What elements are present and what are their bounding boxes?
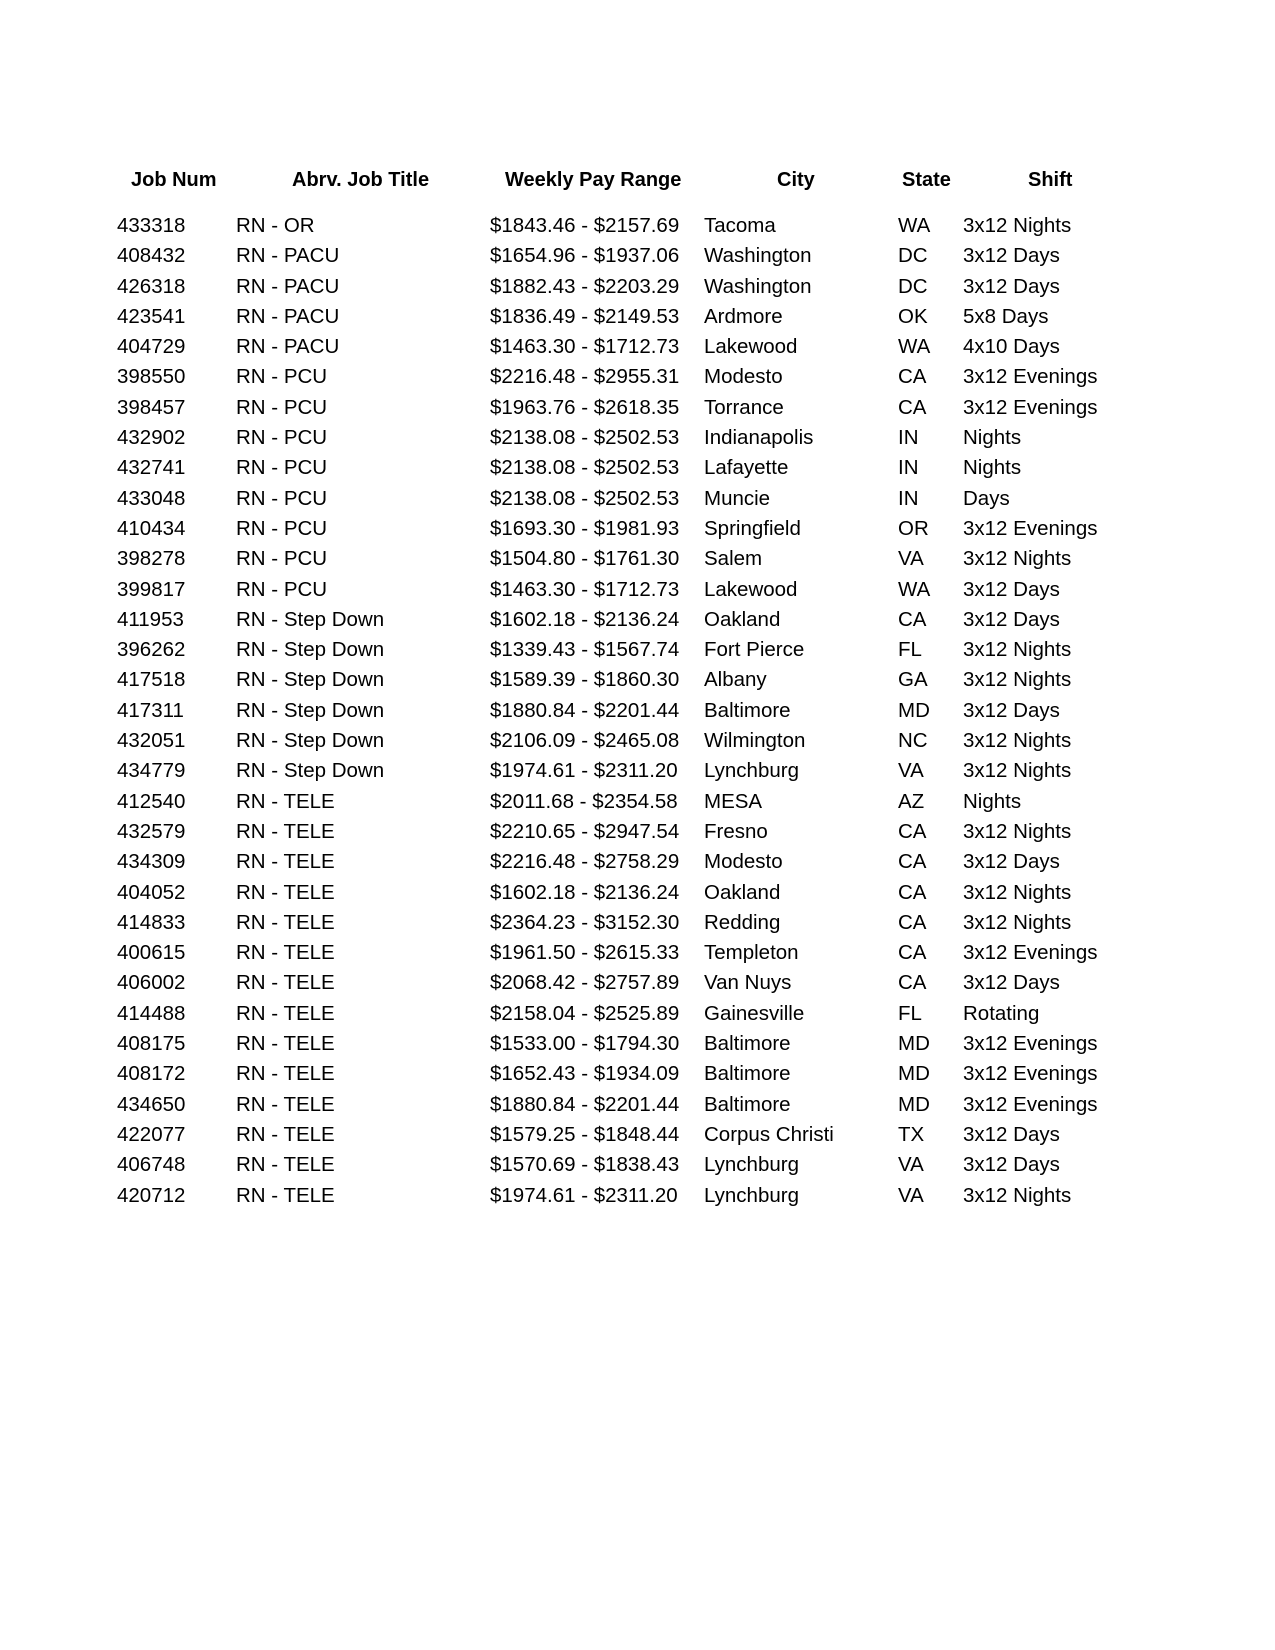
state-cell: DC: [898, 274, 928, 298]
pay-range-cell: $2106.09 - $2465.08: [490, 729, 680, 753]
state-cell: OK: [898, 304, 928, 328]
table-row: [0, 787, 1275, 817]
city-cell: Wilmington: [704, 729, 806, 753]
job-num-cell: 404052: [117, 880, 186, 904]
job-title-cell: RN - TELE: [236, 1092, 335, 1116]
city-cell: Lynchburg: [704, 759, 799, 783]
shift-cell: 3x12 Evenings: [963, 516, 1098, 540]
job-title-cell: RN - TELE: [236, 910, 335, 934]
job-num-cell: 408172: [117, 1062, 186, 1086]
city-cell: Lynchburg: [704, 1153, 799, 1177]
state-cell: OR: [898, 516, 929, 540]
shift-cell: 3x12 Days: [963, 971, 1060, 995]
shift-cell: Nights: [963, 789, 1022, 813]
city-cell: Baltimore: [704, 1092, 791, 1116]
job-num-cell: 434779: [117, 759, 186, 783]
job-title-cell: RN - PACU: [236, 244, 340, 268]
shift-cell: 3x12 Days: [963, 274, 1060, 298]
job-title-cell: RN - TELE: [236, 1153, 335, 1177]
job-num-cell: 399817: [117, 577, 186, 601]
table-row: [0, 938, 1275, 968]
shift-cell: 3x12 Days: [963, 577, 1060, 601]
state-cell: GA: [898, 668, 928, 692]
job-num-cell: 410434: [117, 516, 186, 540]
job-num-cell: 432051: [117, 729, 186, 753]
pay-range-cell: $1836.49 - $2149.53: [490, 304, 680, 328]
table-row: [0, 908, 1275, 938]
table-row: [0, 665, 1275, 695]
table-row: [0, 272, 1275, 302]
job-title-cell: RN - Step Down: [236, 638, 385, 662]
pay-range-cell: $1652.43 - $1934.09: [490, 1062, 680, 1086]
pay-range-cell: $1570.69 - $1838.43: [490, 1153, 680, 1177]
table-row: [0, 393, 1275, 423]
table-row: [0, 605, 1275, 635]
job-num-cell: 411953: [117, 607, 184, 631]
city-cell: Baltimore: [704, 1032, 791, 1056]
job-num-cell: 417311: [117, 698, 184, 722]
job-num-cell: 414488: [117, 1001, 186, 1025]
state-cell: WA: [898, 335, 931, 359]
job-num-cell: 432579: [117, 819, 186, 843]
header-city: City: [777, 169, 815, 191]
city-cell: Lakewood: [704, 577, 798, 601]
pay-range-cell: $2138.08 - $2502.53: [490, 456, 680, 480]
pay-range-cell: $1533.00 - $1794.30: [490, 1032, 680, 1056]
shift-cell: 3x12 Nights: [963, 819, 1072, 843]
shift-cell: 3x12 Evenings: [963, 365, 1098, 389]
pay-range-cell: $1602.18 - $2136.24: [490, 607, 680, 631]
table-row: [0, 332, 1275, 362]
header-state: State: [902, 169, 951, 191]
job-num-cell: 420712: [117, 1183, 186, 1207]
job-title-cell: RN - PCU: [236, 365, 328, 389]
pay-range-cell: $2216.48 - $2758.29: [490, 850, 680, 874]
job-num-cell: 406002: [117, 971, 186, 995]
job-num-cell: 406748: [117, 1153, 186, 1177]
job-num-cell: 434309: [117, 850, 186, 874]
state-cell: CA: [898, 941, 927, 965]
table-header: [0, 166, 1275, 194]
city-cell: Oakland: [704, 607, 781, 631]
table-row: [0, 302, 1275, 332]
city-cell: Corpus Christi: [704, 1122, 834, 1146]
job-title-cell: RN - PACU: [236, 335, 340, 359]
job-title-cell: RN - TELE: [236, 1062, 335, 1086]
city-cell: Albany: [704, 668, 767, 692]
state-cell: VA: [898, 759, 924, 783]
job-num-cell: 408175: [117, 1032, 186, 1056]
pay-range-cell: $2216.48 - $2955.31: [490, 365, 680, 389]
table-row: [0, 635, 1275, 665]
shift-cell: 3x12 Nights: [963, 638, 1072, 662]
state-cell: WA: [898, 214, 931, 237]
job-num-cell: 432902: [117, 426, 186, 450]
city-cell: Gainesville: [704, 1001, 805, 1025]
state-cell: IN: [898, 426, 919, 450]
shift-cell: 3x12 Nights: [963, 729, 1072, 753]
job-title-cell: RN - OR: [236, 214, 315, 237]
job-title-cell: RN - TELE: [236, 819, 335, 843]
table-row: [0, 1120, 1275, 1150]
state-cell: CA: [898, 850, 927, 874]
job-title-cell: RN - TELE: [236, 850, 335, 874]
job-num-cell: 422077: [117, 1122, 186, 1146]
city-cell: Modesto: [704, 365, 783, 389]
city-cell: Van Nuys: [704, 971, 792, 995]
job-title-cell: RN - Step Down: [236, 607, 385, 631]
job-title-cell: RN - Step Down: [236, 668, 385, 692]
shift-cell: 3x12 Nights: [963, 880, 1072, 904]
job-title-cell: RN - PCU: [236, 547, 328, 571]
job-num-cell: 398457: [117, 395, 186, 419]
job-title-cell: RN - PCU: [236, 395, 328, 419]
table-row: [0, 514, 1275, 544]
shift-cell: Rotating: [963, 1001, 1040, 1025]
city-cell: Baltimore: [704, 1062, 791, 1086]
city-cell: Indianapolis: [704, 426, 814, 450]
job-title-cell: RN - PCU: [236, 516, 328, 540]
pay-range-cell: $1882.43 - $2203.29: [490, 274, 680, 298]
pay-range-cell: $1504.80 - $1761.30: [490, 547, 680, 571]
pay-range-cell: $1843.46 - $2157.69: [490, 214, 680, 237]
table-row: [0, 1059, 1275, 1089]
pay-range-cell: $2011.68 - $2354.58: [490, 789, 678, 813]
city-cell: Muncie: [704, 486, 771, 510]
state-cell: CA: [898, 395, 927, 419]
shift-cell: Nights: [963, 426, 1022, 450]
job-num-cell: 396262: [117, 638, 186, 662]
city-cell: Salem: [704, 547, 763, 571]
job-title-cell: RN - Step Down: [236, 729, 385, 753]
job-title-cell: RN - PACU: [236, 304, 340, 328]
job-title-cell: RN - TELE: [236, 1183, 335, 1207]
job-title-cell: RN - PCU: [236, 456, 328, 480]
table-row: [0, 696, 1275, 726]
header-shift: Shift: [1028, 169, 1073, 191]
city-cell: Lynchburg: [704, 1183, 799, 1207]
shift-cell: 3x12 Nights: [963, 668, 1072, 692]
job-title-cell: RN - PCU: [236, 426, 328, 450]
job-title-cell: RN - TELE: [236, 941, 335, 965]
shift-cell: 5x8 Days: [963, 304, 1049, 328]
state-cell: CA: [898, 910, 927, 934]
job-title-cell: RN - TELE: [236, 1122, 335, 1146]
pay-range-cell: $1880.84 - $2201.44: [490, 698, 680, 722]
job-title-cell: RN - PCU: [236, 577, 328, 601]
table-body: [0, 211, 1275, 1211]
state-cell: WA: [898, 577, 931, 601]
table-row: [0, 999, 1275, 1029]
pay-range-cell: $1589.39 - $1860.30: [490, 668, 680, 692]
pay-range-cell: $1339.43 - $1567.74: [490, 638, 680, 662]
pay-range-cell: $1974.61 - $2311.20: [490, 759, 678, 783]
state-cell: CA: [898, 607, 927, 631]
state-cell: AZ: [898, 789, 925, 813]
shift-cell: 3x12 Days: [963, 1122, 1060, 1146]
table-row: [0, 575, 1275, 605]
state-cell: DC: [898, 244, 928, 268]
state-cell: MD: [898, 1092, 930, 1116]
job-num-cell: 414833: [117, 910, 186, 934]
table-row: [0, 423, 1275, 453]
pay-range-cell: $1880.84 - $2201.44: [490, 1092, 680, 1116]
city-cell: MESA: [704, 789, 763, 813]
shift-cell: 3x12 Nights: [963, 547, 1072, 571]
shift-cell: 3x12 Days: [963, 607, 1060, 631]
city-cell: Fort Pierce: [704, 638, 805, 662]
city-cell: Washington: [704, 244, 812, 268]
table-row: [0, 1150, 1275, 1180]
state-cell: IN: [898, 456, 919, 480]
pay-range-cell: $1974.61 - $2311.20: [490, 1183, 678, 1207]
state-cell: MD: [898, 1062, 930, 1086]
job-title-cell: RN - Step Down: [236, 759, 385, 783]
shift-cell: Days: [963, 486, 1010, 510]
shift-cell: 3x12 Nights: [963, 910, 1072, 934]
shift-cell: 3x12 Evenings: [963, 941, 1098, 965]
state-cell: CA: [898, 365, 927, 389]
shift-cell: 3x12 Nights: [963, 1183, 1072, 1207]
job-num-cell: 432741: [117, 456, 186, 480]
city-cell: Lafayette: [704, 456, 789, 480]
table-row: [0, 453, 1275, 483]
pay-range-cell: $1463.30 - $1712.73: [490, 577, 680, 601]
state-cell: VA: [898, 1153, 924, 1177]
pay-range-cell: $1693.30 - $1981.93: [490, 516, 680, 540]
shift-cell: 3x12 Days: [963, 698, 1060, 722]
header-weekly-pay: Weekly Pay Range: [505, 169, 682, 191]
table-row: [0, 211, 1275, 241]
shift-cell: 3x12 Days: [963, 850, 1060, 874]
table-row: [0, 847, 1275, 877]
state-cell: MD: [898, 698, 930, 722]
pay-range-cell: $2138.08 - $2502.53: [490, 426, 680, 450]
state-cell: CA: [898, 819, 927, 843]
shift-cell: 3x12 Evenings: [963, 395, 1098, 419]
city-cell: Washington: [704, 274, 812, 298]
header-job-title: Abrv. Job Title: [292, 169, 430, 191]
state-cell: MD: [898, 1032, 930, 1056]
job-title-cell: RN - TELE: [236, 1001, 335, 1025]
city-cell: Baltimore: [704, 698, 791, 722]
city-cell: Fresno: [704, 819, 768, 843]
shift-cell: 3x12 Days: [963, 1153, 1060, 1177]
state-cell: NC: [898, 729, 928, 753]
city-cell: Modesto: [704, 850, 783, 874]
shift-cell: Nights: [963, 456, 1022, 480]
pay-range-cell: $2210.65 - $2947.54: [490, 819, 680, 843]
shift-cell: 3x12 Nights: [963, 214, 1072, 237]
job-num-cell: 426318: [117, 274, 186, 298]
table-row: [0, 1181, 1275, 1211]
shift-cell: 3x12 Evenings: [963, 1062, 1098, 1086]
job-title-cell: RN - PCU: [236, 486, 328, 510]
state-cell: CA: [898, 971, 927, 995]
pay-range-cell: $1961.50 - $2615.33: [490, 941, 680, 965]
job-num-cell: 423541: [117, 304, 186, 328]
city-cell: Lakewood: [704, 335, 798, 359]
job-num-cell: 433318: [117, 214, 186, 237]
job-num-cell: 398550: [117, 365, 186, 389]
state-cell: VA: [898, 547, 924, 571]
city-cell: Tacoma: [704, 214, 776, 237]
state-cell: IN: [898, 486, 919, 510]
job-title-cell: RN - TELE: [236, 789, 335, 813]
job-num-cell: 417518: [117, 668, 186, 692]
pay-range-cell: $1579.25 - $1848.44: [490, 1122, 680, 1146]
city-cell: Torrance: [704, 395, 784, 419]
pay-range-cell: $1963.76 - $2618.35: [490, 395, 680, 419]
state-cell: CA: [898, 880, 927, 904]
job-num-cell: 398278: [117, 547, 186, 571]
table-row: [0, 544, 1275, 574]
shift-cell: 3x12 Days: [963, 244, 1060, 268]
state-cell: VA: [898, 1183, 924, 1207]
table-row: [0, 968, 1275, 998]
city-cell: Ardmore: [704, 304, 783, 328]
pay-range-cell: $2364.23 - $3152.30: [490, 910, 680, 934]
job-title-cell: RN - PACU: [236, 274, 340, 298]
job-num-cell: 408432: [117, 244, 186, 268]
job-num-cell: 433048: [117, 486, 186, 510]
city-cell: Redding: [704, 910, 781, 934]
city-cell: Springfield: [704, 516, 801, 540]
shift-cell: 4x10 Days: [963, 335, 1060, 359]
job-num-cell: 412540: [117, 789, 186, 813]
shift-cell: 3x12 Evenings: [963, 1032, 1098, 1056]
state-cell: FL: [898, 638, 922, 662]
pay-range-cell: $2158.04 - $2525.89: [490, 1001, 680, 1025]
job-title-cell: RN - TELE: [236, 1032, 335, 1056]
job-title-cell: RN - Step Down: [236, 698, 385, 722]
table-row: [0, 241, 1275, 271]
pay-range-cell: $1654.96 - $1937.06: [490, 244, 680, 268]
shift-cell: 3x12 Nights: [963, 759, 1072, 783]
job-num-cell: 404729: [117, 335, 186, 359]
header-job-num: Job Num: [131, 169, 217, 191]
state-cell: FL: [898, 1001, 922, 1025]
shift-cell: 3x12 Evenings: [963, 1092, 1098, 1116]
state-cell: TX: [898, 1122, 925, 1146]
job-num-cell: 434650: [117, 1092, 186, 1116]
job-num-cell: 400615: [117, 941, 186, 965]
city-cell: Templeton: [704, 941, 799, 965]
pay-range-cell: $1463.30 - $1712.73: [490, 335, 680, 359]
pay-range-cell: $2138.08 - $2502.53: [490, 486, 680, 510]
table-row: [0, 756, 1275, 786]
table-row: [0, 726, 1275, 756]
pay-range-cell: $1602.18 - $2136.24: [490, 880, 680, 904]
table-row: [0, 878, 1275, 908]
table-row: [0, 817, 1275, 847]
table-row: [0, 362, 1275, 392]
pay-range-cell: $2068.42 - $2757.89: [490, 971, 680, 995]
table-row: [0, 1029, 1275, 1059]
job-title-cell: RN - TELE: [236, 880, 335, 904]
job-title-cell: RN - TELE: [236, 971, 335, 995]
table-row: [0, 484, 1275, 514]
table-row: [0, 1090, 1275, 1120]
city-cell: Oakland: [704, 880, 781, 904]
